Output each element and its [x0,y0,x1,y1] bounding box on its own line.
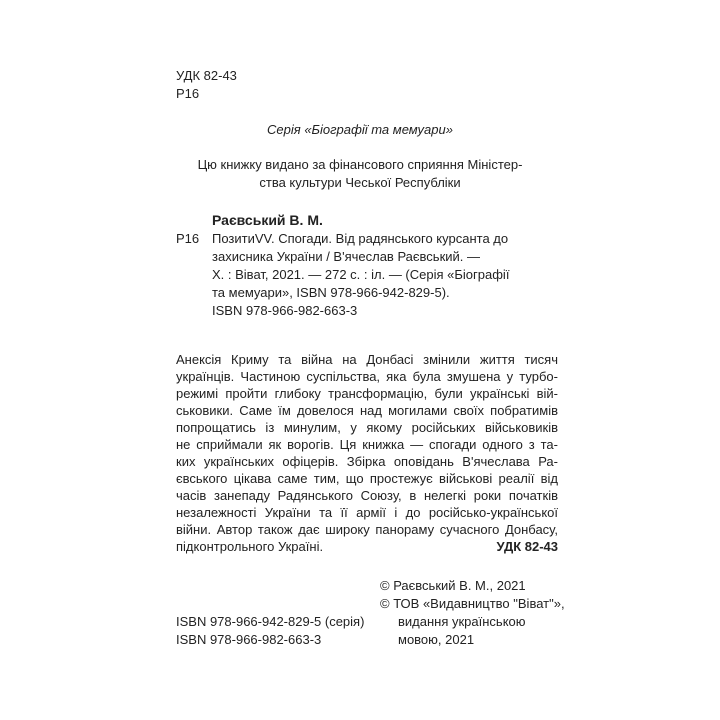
annotation-line: ськовики. Саме їм довелося над могилами своїх побратимів [176,403,558,418]
annotation-line: часів занепаду Радянського Союзу, в нелегкі роки початків [176,488,558,503]
record-isbn: ISBN 978-966-982-663-3 [212,303,358,318]
annotation-line: Анексія Криму та війна на Донбасі змінили життя тисяч [176,352,558,367]
annotation-line: українців. Частиною суспільства, яка була змушена у турбо- [176,369,558,384]
funding-line-2: ства культури Чеської Республіки [259,175,461,190]
funding-line-1: Цю книжку видано за фінансового сприяння Міністер- [197,157,523,172]
isbn-series: ISBN 978-966-942-829-5 (серія) [176,614,365,629]
annotation-line: війни. Автор також дає широку панораму сучасного Донбасу, [176,522,558,537]
annotation-udk: УДК 82-43 [496,539,558,554]
record-author-heading: Раєвський В. М. [212,212,323,228]
author-mark-top: Р16 [176,86,200,101]
series-title: Серія «Біографії та мемуари» [267,122,453,137]
copyright-edition: видання українською [398,614,526,629]
copyright-publisher: © ТОВ «Видавництво "Віват"», [380,596,565,611]
annotation-line: ких українських офіцерів. Збірка оповідань В'ячеслава Ра- [176,454,558,469]
annotation-line: не сприймали як ворогів. Ця книжка — спогади одного з та- [176,437,558,452]
annotation-line: режимі пройти глибоку трансформацію, були українські вій- [176,386,558,401]
copyright-author: © Раєвський В. М., 2021 [380,578,526,593]
isbn-book: ISBN 978-966-982-663-3 [176,632,322,647]
annotation-line: євського цікава саме тим, що простежує військові реалії від [176,471,558,486]
record-line: та мемуари», ISBN 978-966-942-829-5). [212,285,450,300]
record-line: захисника України / В'ячеслав Раєвський. — [212,249,481,264]
annotation-last-line: підконтрольного Україні. [176,539,324,554]
annotation-line: незалежності України та її армії і до російсько-української [176,505,558,520]
record-line: Х. : Віват, 2021. — 272 с. : іл. — (Серія «Біографії [212,267,510,282]
copyright-language-year: мовою, 2021 [398,632,475,647]
record-author-mark: Р16 [176,231,200,246]
annotation-line: попрощатись із минулим, у якому російських військовиків [176,420,558,435]
udk-code: УДК 82-43 [176,68,237,83]
record-line: ПозитиVV. Спогади. Від радянського курсанта до [212,231,509,246]
